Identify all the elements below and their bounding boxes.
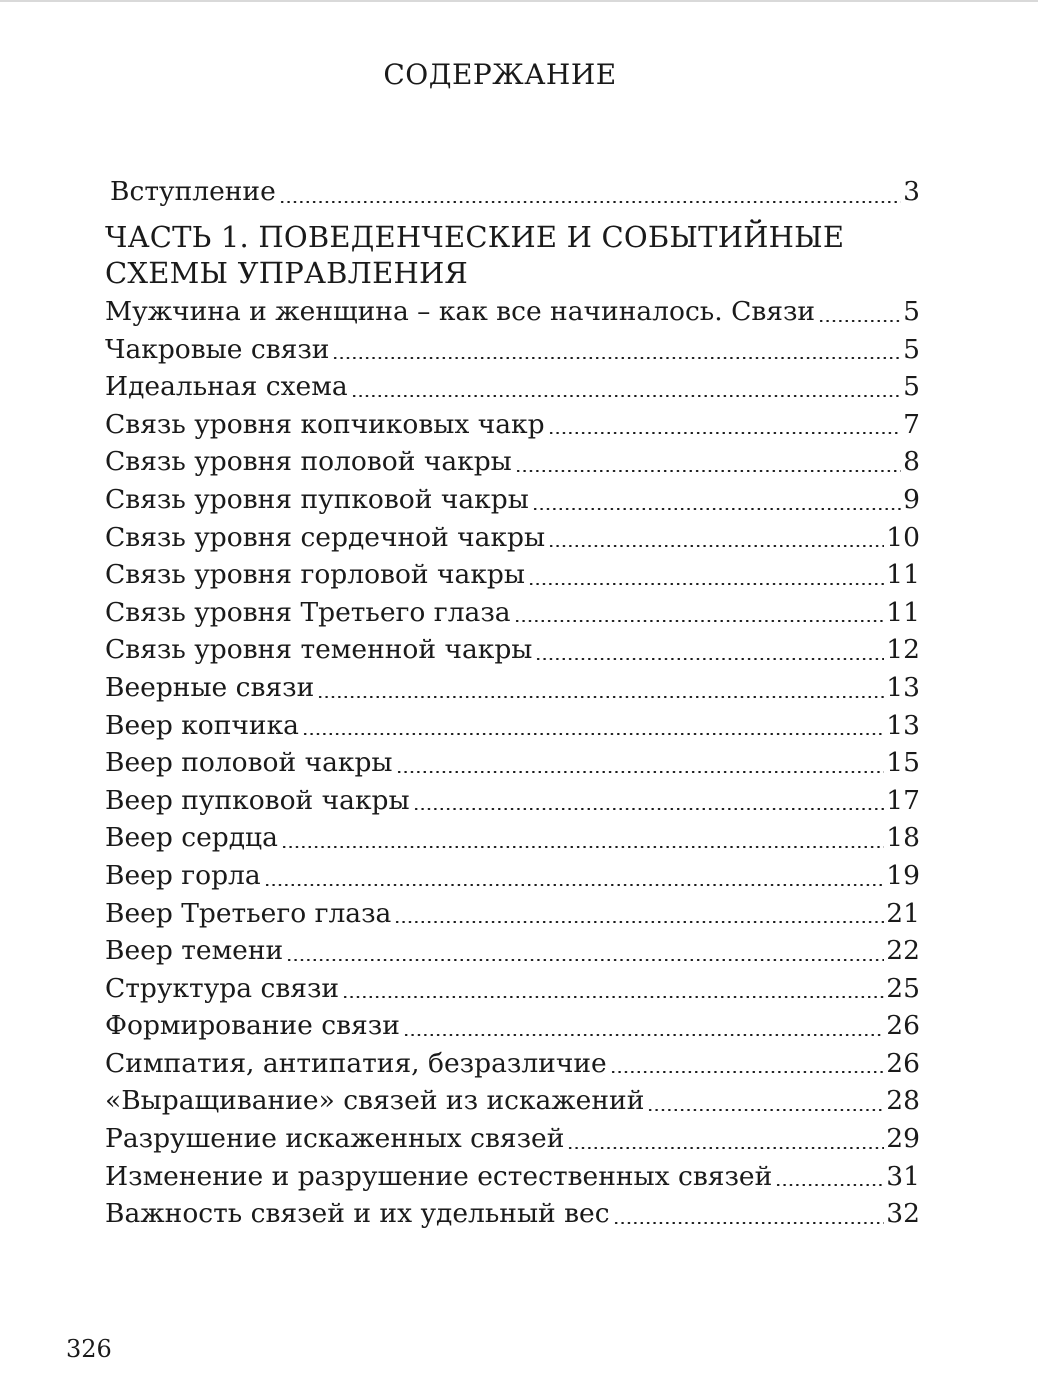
toc-entry[interactable] (105, 782, 920, 820)
table-of-contents (105, 172, 920, 1233)
part-heading (105, 219, 920, 291)
toc-entry[interactable] (105, 1007, 920, 1045)
toc-entry-page: 12 (886, 634, 920, 666)
toc-entry-page: 13 (886, 671, 920, 703)
toc-entry-label: Веерные связи (105, 671, 315, 703)
toc-entry-label: Симпатия, антипатия, безразличие (105, 1047, 607, 1079)
dot-leader (775, 1184, 884, 1186)
dot-leader (528, 583, 884, 585)
toc-entry-label: Веер копчика (105, 709, 299, 741)
toc-entry[interactable] (105, 669, 920, 707)
toc-entry[interactable] (105, 631, 920, 669)
toc-entry-page: 17 (886, 784, 920, 816)
page-title: СОДЕРЖАНИЕ (383, 58, 617, 91)
dot-leader (302, 733, 884, 735)
toc-entry[interactable] (105, 443, 920, 481)
page-number: 326 (66, 1335, 112, 1363)
toc-entry-page: 8 (903, 446, 920, 478)
toc-entry-label: Важность связей и их удельный вес (105, 1198, 610, 1230)
toc-entry-page: 5 (903, 371, 920, 403)
toc-entry-page: 32 (886, 1198, 920, 1230)
toc-entry-page: 19 (886, 859, 920, 891)
toc-entry[interactable] (105, 331, 920, 369)
toc-entry-label: Веер половой чакры (105, 747, 393, 779)
toc-entry-page: 21 (886, 897, 920, 929)
toc-entry-label: Связь уровня теменной чакры (105, 634, 533, 666)
dot-leader (286, 959, 884, 961)
toc-entry-page: 11 (886, 596, 920, 628)
dot-leader (613, 1222, 885, 1224)
toc-entry-page: 5 (903, 333, 920, 365)
toc-entry-page: 25 (886, 972, 920, 1004)
toc-entry-label: Мужчина и женщина – как все начиналось. Связи (105, 296, 816, 327)
toc-entry-page: 28 (886, 1085, 920, 1117)
dot-leader (514, 620, 885, 622)
toc-entry-label: Связь уровня пупковой чакры (105, 483, 529, 515)
toc-entry[interactable] (105, 519, 920, 557)
toc-entry-label: Веер темени (105, 935, 284, 967)
dot-leader (281, 846, 884, 848)
toc-entry-label: Связь уровня сердечной чакры (105, 521, 546, 553)
dot-leader (394, 921, 884, 923)
toc-entry[interactable] (105, 406, 920, 444)
toc-entry-label: Веер Третьего глаза (105, 897, 392, 929)
toc-entry[interactable] (105, 481, 920, 519)
toc-entry[interactable] (105, 1082, 920, 1120)
toc-entry[interactable] (105, 556, 920, 594)
toc-entry-label: Связь уровня горловой чакры (105, 559, 525, 591)
toc-entry[interactable] (105, 895, 920, 933)
toc-entry[interactable] (105, 293, 920, 331)
dot-leader (548, 545, 884, 547)
toc-entry-label: Вступление (110, 176, 276, 207)
toc-entry-label: Веер пупковой чакры (105, 784, 410, 816)
toc-entry-label: Веер горла (105, 859, 261, 891)
toc-entry-page: 26 (886, 1047, 920, 1079)
toc-entry[interactable] (105, 1120, 920, 1158)
toc-entry-page: 5 (903, 296, 920, 327)
toc-entry[interactable] (105, 368, 920, 406)
dot-leader (332, 357, 901, 359)
toc-entry-page: 26 (886, 1010, 920, 1042)
toc-entry[interactable] (105, 1045, 920, 1083)
toc-entry[interactable] (105, 1195, 920, 1233)
page-top-edge (0, 0, 1038, 2)
toc-entry-page: 7 (903, 408, 920, 440)
toc-entry-page: 31 (886, 1160, 920, 1192)
toc-entry[interactable] (105, 707, 920, 745)
toc-entry-label: Веер сердца (105, 822, 278, 854)
dot-leader (413, 808, 885, 810)
dot-leader (515, 470, 901, 472)
dot-leader (567, 1147, 884, 1149)
toc-entry-label: Связь уровня половой чакры (105, 446, 512, 478)
toc-entry-label: Разрушение искаженных связей (105, 1123, 565, 1155)
toc-entry[interactable] (105, 1158, 920, 1196)
toc-entry[interactable] (105, 594, 920, 632)
toc-entry-page: 15 (886, 747, 920, 779)
toc-entry-label: Формирование связи (105, 1010, 400, 1042)
toc-entry-page: 3 (903, 176, 920, 207)
toc-entry[interactable] (105, 744, 920, 782)
dot-leader (279, 201, 901, 203)
toc-entry[interactable] (105, 819, 920, 857)
toc-entry-page: 11 (886, 559, 920, 591)
toc-entry-page: 22 (886, 935, 920, 967)
dot-leader (535, 658, 884, 660)
dot-leader (342, 996, 884, 998)
toc-entry-label: Связь уровня Третьего глаза (105, 596, 511, 628)
dot-leader (396, 771, 885, 773)
toc-entry-intro[interactable] (105, 172, 920, 212)
toc-entry-label: «Выращивание» связей из искажений (105, 1085, 645, 1117)
toc-entry-page: 18 (886, 822, 920, 854)
dot-leader (818, 320, 901, 322)
dot-leader (403, 1034, 884, 1036)
toc-entry-list (105, 293, 920, 1233)
toc-entry-label: Изменение и разрушение естественных связей (105, 1160, 773, 1192)
toc-entry[interactable] (105, 970, 920, 1008)
toc-entry[interactable] (105, 932, 920, 970)
toc-entry-page: 9 (903, 483, 920, 515)
toc-entry-label: Идеальная схема (105, 371, 348, 403)
dot-leader (610, 1071, 885, 1073)
part-heading-line-1: ЧАСТЬ 1. ПОВЕДЕНЧЕСКИЕ И СОБЫТИЙНЫЕ (105, 220, 845, 254)
dot-leader (264, 884, 885, 886)
toc-entry-label: Связь уровня копчиковых чакр (105, 408, 545, 440)
dot-leader (532, 508, 901, 510)
toc-entry-page: 29 (886, 1123, 920, 1155)
toc-entry[interactable] (105, 857, 920, 895)
toc-entry-label: Структура связи (105, 972, 340, 1004)
dot-leader (351, 395, 901, 397)
part-heading-line-2: СХЕМЫ УПРАВЛЕНИЯ (105, 256, 469, 290)
toc-entry-page: 13 (886, 709, 920, 741)
dot-leader (317, 696, 884, 698)
toc-entry-page: 10 (886, 521, 920, 553)
dot-leader (548, 432, 902, 434)
dot-leader (647, 1109, 884, 1111)
toc-entry-label: Чакровые связи (105, 333, 330, 365)
